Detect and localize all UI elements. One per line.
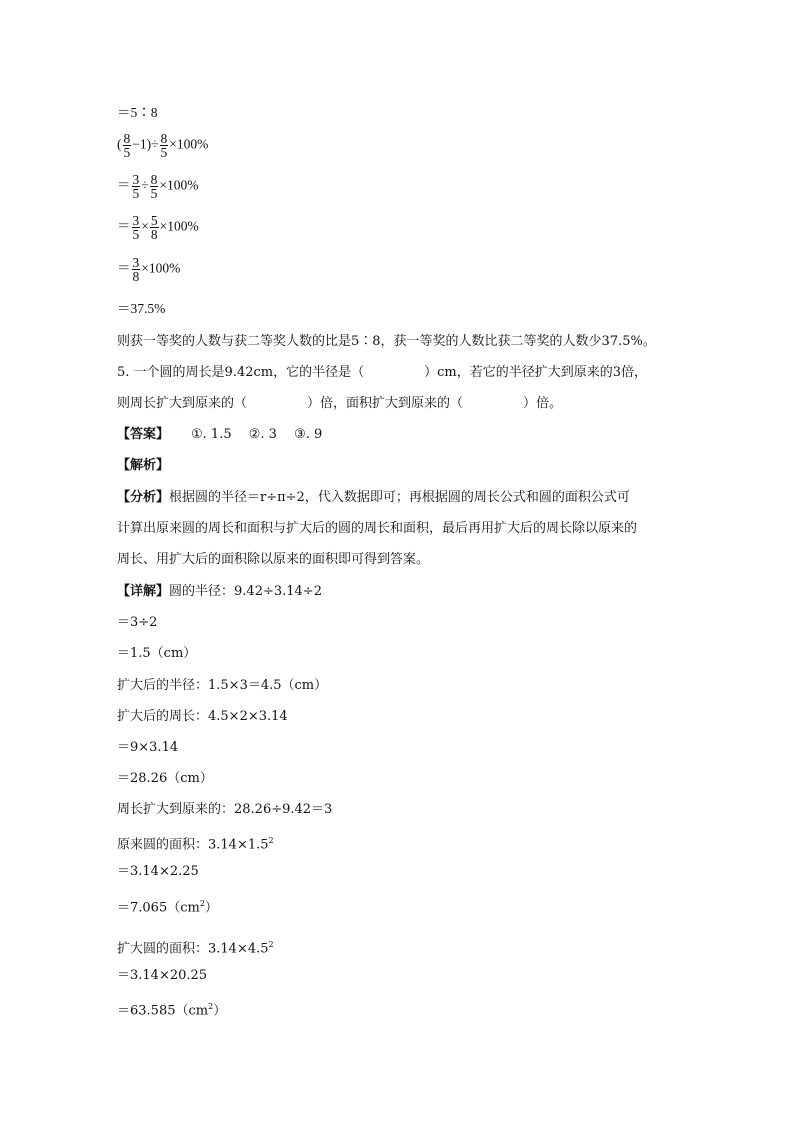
calc-line-step-2 (117, 214, 199, 241)
answer-value: ①. 1.5 ②. 3 ③. 9 (191, 427, 323, 442)
question-text: ）倍。 (523, 396, 563, 411)
denominator: 8 (150, 227, 158, 242)
question-text: 则周长扩大到原来的（ (117, 396, 248, 411)
equals-sign: ＝ (117, 177, 131, 193)
fraction (132, 214, 141, 241)
operator: ×100% (141, 260, 181, 276)
numerator: 3 (132, 213, 140, 228)
operator: ÷ (141, 177, 149, 193)
equals-sign: ＝ (117, 260, 131, 276)
detail-line-14 (117, 998, 226, 1020)
calc-line-step-1 (117, 173, 199, 200)
detail-line-6: ＝9×3.14 (117, 740, 179, 755)
denominator: 5 (150, 186, 158, 201)
fraction (132, 173, 141, 200)
denominator: 5 (123, 145, 131, 160)
superscript: 2 (268, 940, 274, 949)
operator: ×100% (169, 136, 209, 152)
calc-line-step-3 (117, 256, 180, 283)
operator: × (141, 218, 149, 234)
detail-text: 原来圆的面积：3.14×1.5 (117, 837, 269, 853)
denominator: 8 (132, 269, 140, 284)
detail-line-4: 扩大后的半径：1.5×3＝4.5（cm） (117, 678, 328, 693)
detail-line-13: ＝3.14×20.25 (117, 968, 208, 983)
question-text: ）倍，面积扩大到原来的（ (307, 396, 464, 411)
numerator: 8 (160, 131, 168, 146)
answer-label: 【答案】 (117, 427, 170, 442)
fraction (150, 173, 159, 200)
detail-line-1 (117, 583, 322, 601)
operator: ×100% (159, 177, 199, 193)
denominator: 5 (132, 186, 140, 201)
numerator: 3 (132, 172, 140, 187)
fenxi-text: 根据圆的半径＝r÷π÷2，代入数据即可；再根据圆的周长公式和圆的面积公式可 (169, 490, 630, 505)
detail-text: 圆的半径：9.42÷3.14÷2 (169, 584, 322, 599)
detail-line-8: 周长扩大到原来的：28.26÷9.42＝3 (117, 802, 333, 817)
calc-line-fraction-expression (117, 132, 208, 159)
question-text: ）cm，若它的半径扩大到原来的3倍， (424, 365, 647, 380)
numerator: 8 (123, 131, 131, 146)
numerator: 8 (150, 172, 158, 187)
superscript: 2 (268, 836, 274, 845)
operator: ×100% (159, 218, 199, 234)
detail-line-12 (117, 936, 274, 958)
analysis-label: 【解析】 (117, 458, 170, 473)
fenxi-line-1 (117, 489, 630, 507)
detail-text: ＝7.065（cm (117, 900, 200, 916)
detail-line-5: 扩大后的周长：4.5×2×3.14 (117, 709, 288, 724)
equals-sign: ＝ (117, 218, 131, 234)
paren-open: ( (117, 136, 122, 152)
fenxi-label: 【分析】 (117, 490, 170, 505)
numerator: 3 (132, 255, 140, 270)
fraction (160, 132, 169, 159)
denominator: 5 (160, 145, 168, 160)
detail-line-9 (117, 832, 274, 854)
detail-line-11 (117, 895, 218, 917)
detail-line-2: ＝3÷2 (117, 615, 158, 630)
detail-line-10: ＝3.14×2.25 (117, 864, 199, 879)
conclusion-text: 则获一等奖的人数与获二等奖人数的比是5∶8，获一等奖的人数比获二等奖的人数少37.5%。 (117, 334, 656, 349)
detail-line-3: ＝1.5（cm） (117, 646, 197, 661)
superscript: 2 (208, 1002, 214, 1011)
fenxi-line-3: 周长、用扩大后的面积除以原来的面积即可得到答案。 (117, 552, 430, 567)
denominator: 5 (132, 227, 140, 242)
detail-text: 扩大圆的面积：3.14×4.5 (117, 941, 269, 957)
numerator: 5 (150, 213, 158, 228)
question-5-line-2 (117, 395, 562, 413)
detail-line-7: ＝28.26（cm） (117, 771, 213, 786)
fenxi-line-2: 计算出原来圆的周长和面积与扩大后的圆的周长和面积，最后再用扩大后的周长除以原来的 (117, 521, 638, 536)
fraction (150, 214, 159, 241)
detail-label: 【详解】 (117, 584, 170, 599)
calc-line-ratio: ＝5∶8 (117, 105, 158, 120)
fraction (123, 132, 132, 159)
question-5-line-1 (117, 364, 647, 382)
answer-line (117, 426, 322, 444)
operator: −1)÷ (132, 136, 159, 152)
detail-text: ） (204, 900, 218, 916)
detail-text: ） (213, 1003, 227, 1019)
superscript: 2 (199, 899, 205, 908)
detail-text: ＝63.585（cm (117, 1003, 209, 1019)
calc-line-result: ＝37.5% (117, 301, 166, 316)
fraction (132, 256, 141, 283)
question-text: 5. 一个圆的周长是9.42cm，它的半径是（ (117, 365, 365, 380)
